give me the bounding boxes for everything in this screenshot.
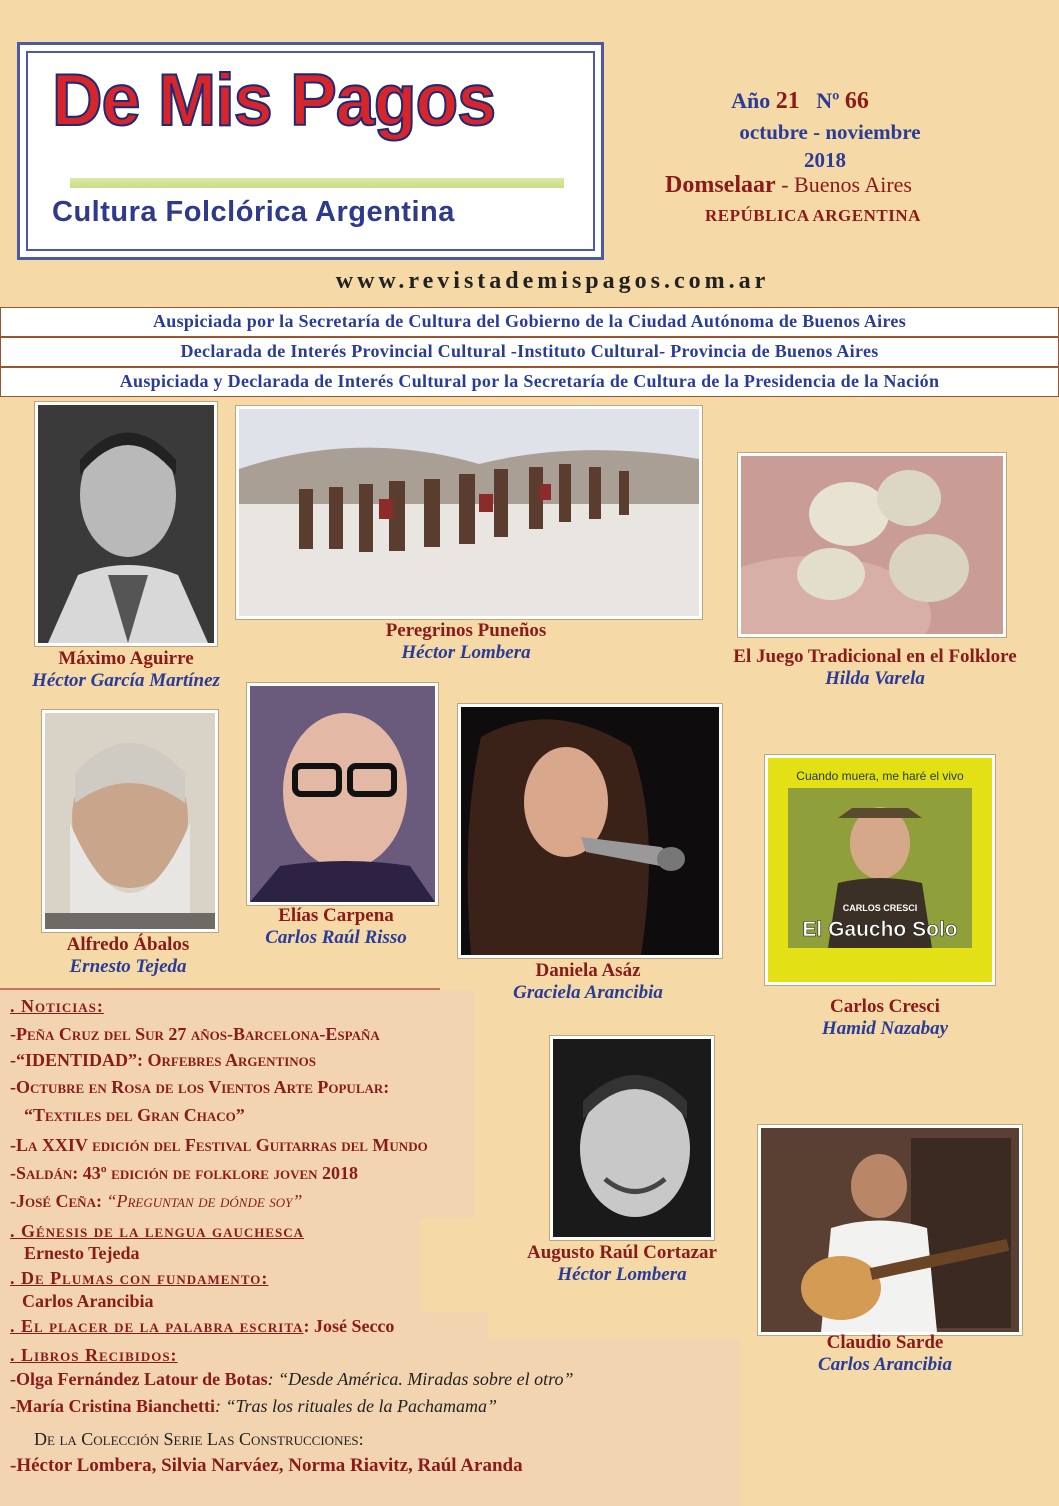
section-plumas-author: Carlos Arancibia <box>22 1291 154 1311</box>
caption-alfredo-abalos[interactable]: Alfredo Ábalos Ernesto Tejeda <box>66 934 190 977</box>
section-plumas[interactable]: . De Plumas con fundamento: <box>10 1268 269 1288</box>
stones-image <box>741 456 1003 634</box>
caption-juego-tradicional[interactable]: El Juego Tradicional en el Folklore Hilda Varela <box>733 646 1017 689</box>
photo-augusto-cortazar <box>550 1036 714 1240</box>
news-item-3-sub[interactable]: “Textiles del Gran Chaco” <box>24 1105 245 1125</box>
sponsor-band-2: Declarada de Interés Provincial Cultural -Instituto Cultural- Provincia de Buenos Aires <box>0 337 1059 367</box>
book-1[interactable]: -Olga Fernández Latour de Botas: “Desde América. Miradas sobre el otro” <box>10 1369 574 1389</box>
issue-year: 2018 <box>804 148 846 172</box>
news-item-1[interactable]: -Peña Cruz del Sur 27 años-Barcelona-España <box>10 1024 380 1044</box>
website-url[interactable]: www.revistademispagos.com.ar <box>335 268 770 294</box>
logo-underline <box>70 178 564 188</box>
cd-album-text: El Gaucho Solo <box>802 918 958 941</box>
photo-stones <box>738 453 1006 637</box>
book-2[interactable]: -María Cristina Bianchetti: “Tras los rituales de la Pachamama” <box>10 1396 498 1416</box>
issue-country: REPÚBLICA ARGENTINA <box>705 206 921 225</box>
portrait-image <box>45 713 215 929</box>
sponsor-band-1: Auspiciada por la Secretaría de Cultura del Gobierno de la Ciudad Autónoma de Buenos Aires <box>0 307 1059 337</box>
news-item-5[interactable]: -Saldán: 43º edición de folklore joven 2018 <box>10 1163 359 1183</box>
issue-months: octubre - noviembre <box>739 120 921 144</box>
cd-top-text: Cuando muera, me haré el vivo <box>796 769 964 783</box>
photo-cd-cover <box>765 755 995 985</box>
photo-alfredo-abalos <box>42 710 218 932</box>
issue-city: Domselaar - Buenos Aires <box>665 172 912 198</box>
caption-daniela-asaz[interactable]: Daniela Asáz Graciela Arancibia <box>513 960 663 1003</box>
section-libros[interactable]: . Libros Recibidos: <box>10 1345 178 1365</box>
caption-elias-carpena[interactable]: Elías Carpena Carlos Raúl Risso <box>265 905 407 948</box>
section-genesis-author: Ernesto Tejeda <box>24 1243 140 1263</box>
portrait-image <box>38 405 214 643</box>
portrait-image <box>553 1039 711 1237</box>
cd-cover-image <box>768 758 992 982</box>
section-placer[interactable]: . El placer de la palabra escrita: José Secco <box>10 1316 395 1336</box>
magazine-logo: De Mis Pagos <box>52 59 496 141</box>
caption-maximo-aguirre[interactable]: Máximo Aguirre Héctor García Martínez <box>32 648 220 691</box>
singer-image <box>461 707 719 955</box>
news-item-2[interactable]: -“IDENTIDAD”: Orfebres Argentinos <box>10 1050 316 1070</box>
pilgrims-image <box>239 409 699 616</box>
cd-artist-text: CARLOS CRESCI <box>842 903 918 913</box>
photo-elias-carpena <box>247 683 438 905</box>
news-item-4[interactable]: -La XXIV edición del Festival Guitarras del Mundo <box>10 1135 428 1155</box>
news-item-6[interactable]: -José Ceña: “Preguntan de dónde soy” <box>10 1191 303 1211</box>
issue-number: Año 21 Nº 66 <box>731 88 869 114</box>
coleccion-authors[interactable]: -Héctor Lombera, Silvia Narváez, Norma Riavitz, Raúl Aranda <box>10 1455 523 1476</box>
caption-carlos-cresci[interactable]: Carlos Cresci Hamid Nazabay <box>821 996 949 1039</box>
photo-maximo-aguirre <box>35 402 217 646</box>
magazine-subtitle: Cultura Folclórica Argentina <box>52 196 455 228</box>
section-genesis[interactable]: . Génesis de la lengua gauchesca <box>10 1221 305 1241</box>
photo-daniela-asaz <box>458 704 722 958</box>
portrait-image <box>250 686 435 902</box>
sponsor-band-3: Auspiciada y Declarada de Interés Cultural por la Secretaría de Cultura de la Presidencia de la Nación <box>0 367 1059 397</box>
guitarist-image <box>761 1128 1019 1332</box>
photo-peregrinos <box>236 406 702 619</box>
news-heading: . Noticias: <box>10 996 104 1016</box>
caption-claudio-sarde[interactable]: Claudio Sarde Carlos Arancibia <box>818 1332 952 1375</box>
caption-augusto-cortazar[interactable]: Augusto Raúl Cortazar Héctor Lombera <box>527 1242 717 1285</box>
caption-peregrinos[interactable]: Peregrinos Puneños Héctor Lombera <box>385 620 547 663</box>
news-item-3[interactable]: -Octubre en Rosa de los Vientos Arte Popular: <box>10 1077 390 1097</box>
photo-claudio-sarde <box>758 1125 1022 1335</box>
news-divider-top <box>0 988 440 990</box>
coleccion-heading: De la Colección Serie Las Construcciones: <box>34 1429 364 1449</box>
